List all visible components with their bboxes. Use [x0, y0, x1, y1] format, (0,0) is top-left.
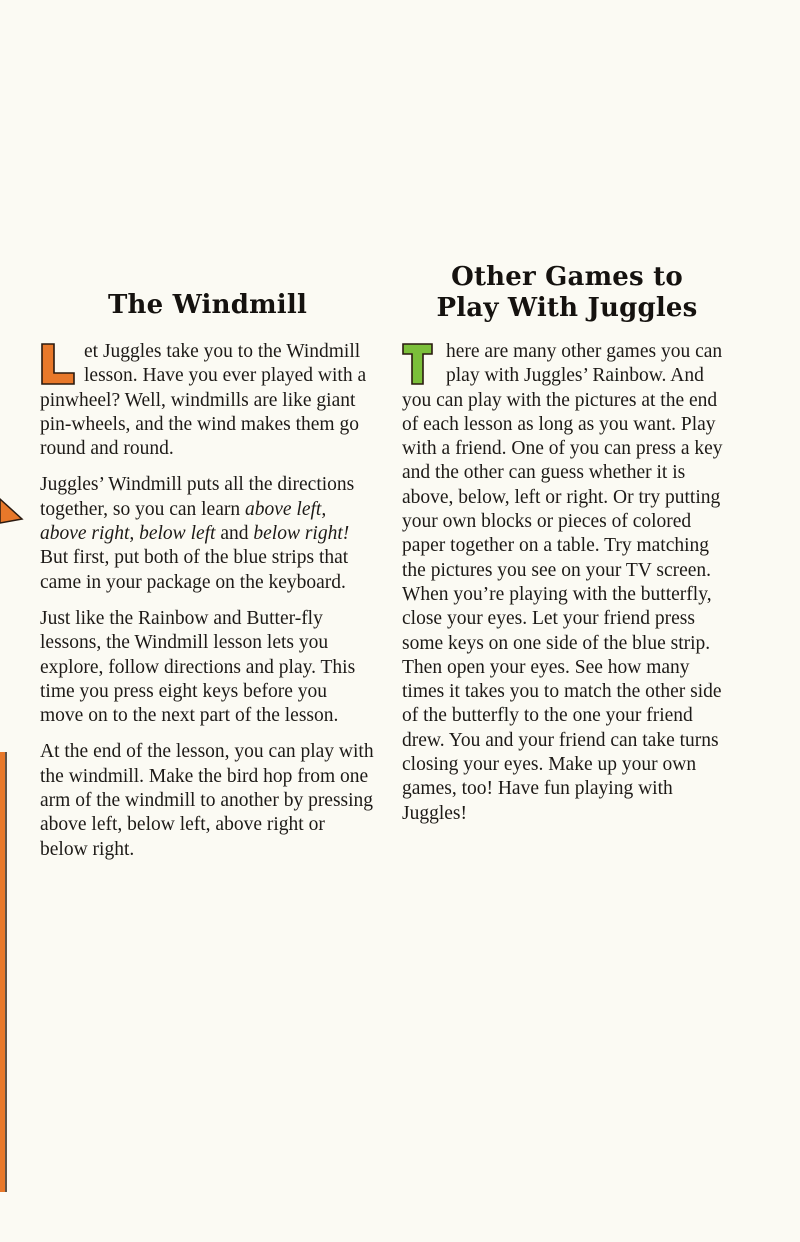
windmill-p2-text-a: Juggles’ Windmill puts all the directions together, so you can learn	[40, 474, 355, 520]
windmill-p2-text-b: and	[215, 523, 254, 545]
edge-strip-graphic	[0, 752, 10, 1192]
windmill-heading: The Windmill	[107, 290, 308, 320]
other-games-heading-line-2: Play With Juggles	[436, 293, 698, 323]
other-games-heading	[402, 262, 732, 324]
windmill-paragraph-1	[40, 340, 375, 461]
other-games-p1-text: here are many other games you can play with Juggles’ Rainbow. And you can play with the pictures at the end of each lesson as long as you want. Play with a friend. One of you can press a key and the other can guess whether it is above, below, left or right. Or try putting your own blocks or pieces of colored paper together on a table. Try matching the pictures you see on your TV screen. When you’re playing with the butterfly, close your eyes. Let your friend press some keys on one side of the blue strip. Then open your eyes. See how many times it takes you to match the other side of the butterfly to the one your friend drew. You and your friend can take turns closing your eyes. Make up your own games, too! Have fun playing with Juggles!	[402, 341, 723, 824]
windmill-body	[40, 340, 375, 874]
windmill-p2-text-c: But first, put both of the blue strips that came in your package on the keyboard.	[40, 547, 349, 593]
dropcap-t-glyph	[402, 343, 438, 385]
windmill-p1-text: et Juggles take you to the Windmill lesson. Have you ever played with a pinwheel? Well, windmills are like giant pin-wheels, and the wind makes them go round and round.	[40, 341, 367, 460]
dropcap-t	[402, 343, 438, 385]
windmill-paragraph-2	[40, 473, 375, 594]
windmill-paragraph-3: Just like the Rainbow and Butter-fly lessons, the Windmill lesson lets you explore, follow directions and play. This time you press eight keys before you move on to the next part of the lesson.	[40, 607, 356, 727]
windmill-p2-emphasis-2: below right!	[253, 523, 350, 545]
dropcap-l-glyph	[40, 343, 76, 385]
other-games-paragraph-1	[402, 340, 732, 826]
windmill-paragraph-4: At the end of the lesson, you can play with the windmill. Make the bird hop from one arm of the windmill to another by pressing above left, below left, above right or below right.	[40, 741, 374, 860]
dropcap-l	[40, 343, 76, 385]
other-games-body	[402, 340, 732, 838]
windmill-p2-emphasis-1: above left, above right, below left	[40, 498, 327, 545]
edge-arrow-graphic	[0, 497, 26, 527]
other-games-heading-line-1: Other Games to	[451, 262, 683, 292]
